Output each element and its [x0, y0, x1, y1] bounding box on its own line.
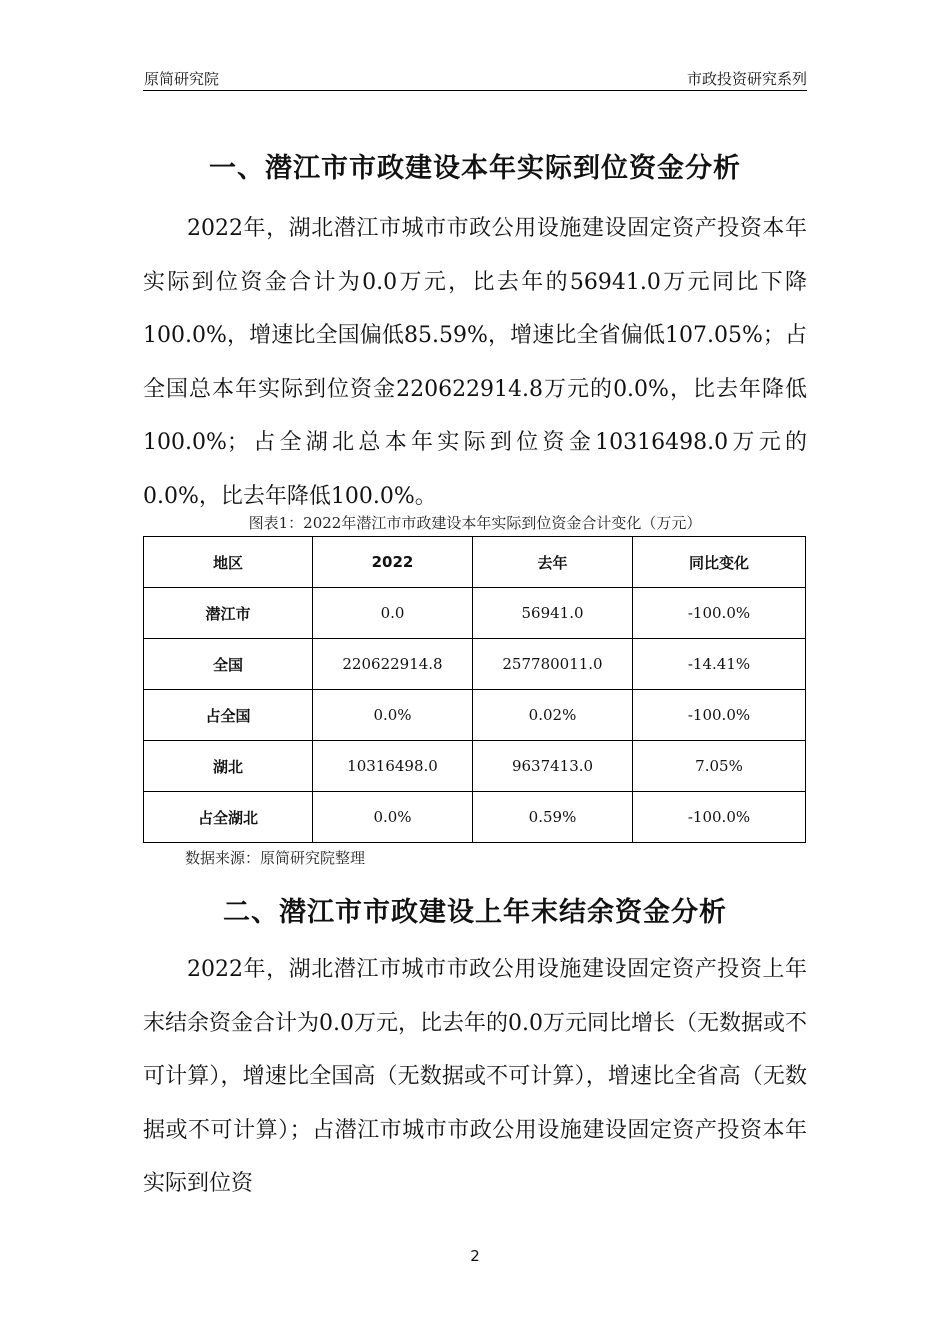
- cell-last-year: 9637413.0: [473, 741, 633, 792]
- col-header-2022: 2022: [313, 537, 473, 588]
- row-label: 占全湖北: [144, 792, 313, 843]
- data-table: [143, 536, 806, 843]
- cell-yoy-change: -100.0%: [633, 792, 806, 843]
- section1-title: 一、潜江市市政建设本年实际到位资金分析: [209, 153, 741, 184]
- cell-last-year: 257780011.0: [473, 639, 633, 690]
- cell-yoy-change: -100.0%: [633, 588, 806, 639]
- table-row: [144, 741, 806, 792]
- col-header-yoy-change: 同比变化: [633, 537, 806, 588]
- row-label: 全国: [144, 639, 313, 690]
- section2-paragraph: 2022年，湖北潜江市城市市政公用设施建设固定资产投资上年末结余资金合计为0.0万元，比去年的0.0万元同比增长（无数据或不可计算），增速比全国高（无数据或不可计算），增速比全省高（无数据或不可计算）；占潜江市城市市政公用设施建设固定资产投资本年实际到位资: [143, 957, 807, 1196]
- cell-2022: 220622914.8: [313, 639, 473, 690]
- table-source: 数据来源：原简研究院整理: [185, 849, 366, 867]
- header-right: 市政投资研究系列: [686, 70, 807, 88]
- col-header-region: 地区: [144, 537, 313, 588]
- section2-title: 二、潜江市市政建设上年末结余资金分析: [223, 897, 727, 928]
- col-header-last-year: 去年: [473, 537, 633, 588]
- table-row: [144, 639, 806, 690]
- header-rule: [143, 90, 807, 91]
- cell-yoy-change: 7.05%: [633, 741, 806, 792]
- cell-yoy-change: -100.0%: [633, 690, 806, 741]
- page-number: 2: [470, 1247, 480, 1265]
- cell-last-year: 0.02%: [473, 690, 633, 741]
- table-row: [144, 690, 806, 741]
- cell-last-year: 0.59%: [473, 792, 633, 843]
- table-row: [144, 792, 806, 843]
- cell-2022: 10316498.0: [313, 741, 473, 792]
- cell-2022: 0.0%: [313, 792, 473, 843]
- cell-last-year: 56941.0: [473, 588, 633, 639]
- cell-yoy-change: -14.41%: [633, 639, 806, 690]
- cell-2022: 0.0: [313, 588, 473, 639]
- section1-paragraph: 2022年，湖北潜江市城市市政公用设施建设固定资产投资本年实际到位资金合计为0.0万元，比去年的56941.0万元同比下降100.0%，增速比全国偏低85.59%，增速比全省偏低107.05%；占全国总本年实际到位资金220622914.8万元的0.0%，比去年降低100.0%；占全湖北总本年实际到位资金10316498.0万元的0.0%，比去年降低100.0%。: [143, 216, 807, 509]
- row-label: 湖北: [144, 741, 313, 792]
- table-header-row: [144, 537, 806, 588]
- row-label: 占全国: [144, 690, 313, 741]
- row-label: 潜江市: [144, 588, 313, 639]
- header-left: 原简研究院: [144, 70, 220, 88]
- table-row: [144, 588, 806, 639]
- cell-2022: 0.0%: [313, 690, 473, 741]
- table-caption: 图表1：2022年潜江市市政建设本年实际到位资金合计变化（万元）: [248, 514, 702, 532]
